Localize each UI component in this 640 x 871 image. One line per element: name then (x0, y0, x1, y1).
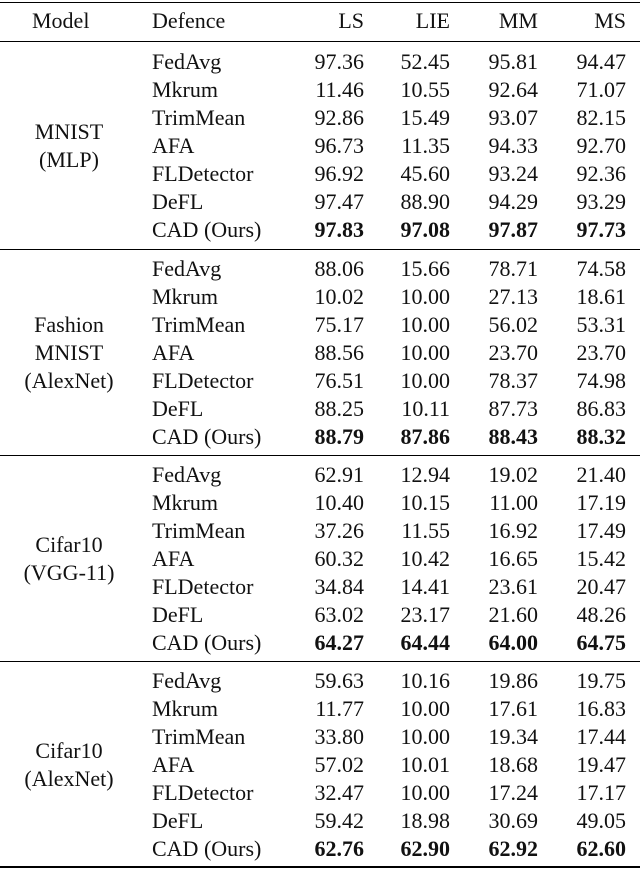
defence-cell: CAD (Ours) (152, 424, 262, 449)
mm-cell: 11.00 (489, 490, 538, 515)
lie-cell: 45.60 (400, 161, 450, 186)
lie-cell: 10.16 (400, 668, 450, 693)
header-defence: Defence (152, 8, 226, 33)
header-mm: MM (498, 8, 538, 33)
ms-cell: 53.31 (576, 312, 626, 337)
mm-cell: 64.00 (488, 630, 538, 655)
ms-cell: 97.73 (576, 217, 626, 242)
ms-cell: 48.26 (576, 602, 626, 627)
defence-cell: FLDetector (152, 780, 254, 805)
table-row-ours (0, 423, 640, 451)
lie-cell: 64.44 (400, 630, 450, 655)
defence-cell: FLDetector (152, 161, 254, 186)
ls-cell: 64.27 (314, 630, 364, 655)
ls-cell: 57.02 (314, 752, 364, 777)
lie-cell: 10.11 (401, 396, 450, 421)
mm-cell: 93.24 (488, 161, 538, 186)
lie-cell: 12.94 (400, 462, 450, 487)
group-rule (0, 661, 640, 662)
mm-cell: 95.81 (488, 49, 538, 74)
ms-cell: 92.70 (576, 133, 626, 158)
mm-cell: 23.70 (488, 340, 538, 365)
ls-cell: 62.76 (314, 836, 364, 861)
mm-cell: 94.33 (488, 133, 538, 158)
lie-cell: 62.90 (400, 836, 450, 861)
mm-cell: 16.65 (488, 546, 538, 571)
lie-cell: 11.35 (401, 133, 450, 158)
table-row (0, 311, 640, 339)
lie-cell: 52.45 (400, 49, 450, 74)
defence-cell: CAD (Ours) (152, 836, 262, 861)
defence-cell: DeFL (152, 602, 204, 627)
table-group-mnist-mlp (0, 48, 640, 244)
defence-cell: DeFL (152, 808, 204, 833)
defence-cell: FedAvg (152, 462, 222, 487)
ls-cell: 37.26 (314, 518, 364, 543)
ms-cell: 86.83 (576, 396, 626, 421)
mm-cell: 17.61 (488, 696, 538, 721)
table-row (0, 723, 640, 751)
lie-cell: 10.15 (400, 490, 450, 515)
model-label-line: Cifar10 (35, 738, 103, 763)
defence-cell: FedAvg (152, 668, 222, 693)
lie-cell: 88.90 (400, 189, 450, 214)
ms-cell: 21.40 (576, 462, 626, 487)
defence-cell: TrimMean (152, 312, 246, 337)
defence-cell: CAD (Ours) (152, 630, 262, 655)
ls-cell: 96.92 (314, 161, 364, 186)
ls-cell: 59.63 (314, 668, 364, 693)
defence-cell: Mkrum (152, 490, 218, 515)
ms-cell: 19.75 (576, 668, 626, 693)
table-row (0, 339, 640, 367)
mm-cell: 19.86 (488, 668, 538, 693)
header-ms: MS (594, 8, 626, 33)
ls-cell: 10.40 (314, 490, 364, 515)
table-row-ours (0, 835, 640, 863)
ls-cell: 97.47 (314, 189, 364, 214)
ms-cell: 23.70 (576, 340, 626, 365)
lie-cell: 10.00 (400, 780, 450, 805)
mm-cell: 17.24 (488, 780, 538, 805)
ms-cell: 16.83 (576, 696, 626, 721)
defence-cell: Mkrum (152, 284, 218, 309)
defence-cell: TrimMean (152, 518, 246, 543)
ls-cell: 96.73 (314, 133, 364, 158)
defence-cell: Mkrum (152, 696, 218, 721)
lie-cell: 18.98 (400, 808, 450, 833)
defence-cell: AFA (152, 752, 195, 777)
table-row (0, 255, 640, 283)
mm-cell: 23.61 (488, 574, 538, 599)
mm-cell: 62.92 (488, 836, 538, 861)
mm-cell: 87.73 (488, 396, 538, 421)
table-row (0, 188, 640, 216)
lie-cell: 87.86 (400, 424, 450, 449)
table-group-fashion-mnist-alexnet (0, 255, 640, 451)
table-row (0, 160, 640, 188)
header-ls: LS (338, 8, 364, 33)
ls-cell: 60.32 (314, 546, 364, 571)
mm-cell: 93.07 (488, 105, 538, 130)
header-model: Model (32, 8, 90, 33)
mm-cell: 78.71 (488, 256, 538, 281)
lie-cell: 14.41 (400, 574, 450, 599)
ls-cell: 62.91 (314, 462, 364, 487)
table-row (0, 573, 640, 601)
mm-cell: 30.69 (488, 808, 538, 833)
model-label-line: MNIST (34, 340, 104, 365)
table-group-cifar10-vgg11 (0, 461, 640, 657)
group-rule (0, 455, 640, 456)
table-row (0, 132, 640, 160)
ls-cell: 10.02 (314, 284, 364, 309)
defence-cell: FedAvg (152, 49, 222, 74)
ms-cell: 17.17 (576, 780, 626, 805)
ls-cell: 88.25 (314, 396, 364, 421)
lie-cell: 10.01 (400, 752, 450, 777)
lie-cell: 11.55 (401, 518, 450, 543)
table-row (0, 48, 640, 76)
ls-cell: 11.46 (315, 77, 364, 102)
ms-cell: 94.47 (576, 49, 626, 74)
ms-cell: 71.07 (576, 77, 626, 102)
table-row-ours (0, 629, 640, 657)
mm-cell: 56.02 (488, 312, 538, 337)
ms-cell: 18.61 (576, 284, 626, 309)
table-row (0, 545, 640, 573)
ls-cell: 11.77 (315, 696, 364, 721)
defence-cell: CAD (Ours) (152, 217, 262, 242)
table-group-cifar10-alexnet (0, 667, 640, 863)
header-lie: LIE (415, 8, 450, 33)
table-row (0, 807, 640, 835)
model-label-line: MNIST (34, 119, 104, 144)
defence-cell: AFA (152, 546, 195, 571)
lie-cell: 97.08 (400, 217, 450, 242)
ls-cell: 92.86 (314, 105, 364, 130)
table-row (0, 751, 640, 779)
mm-cell: 78.37 (488, 368, 538, 393)
ms-cell: 17.19 (576, 490, 626, 515)
ls-cell: 88.56 (314, 340, 364, 365)
ls-cell: 97.83 (314, 217, 364, 242)
ls-cell: 88.79 (314, 424, 364, 449)
lie-cell: 10.00 (400, 340, 450, 365)
lie-cell: 10.00 (400, 312, 450, 337)
ls-cell: 63.02 (314, 602, 364, 627)
table-row (0, 695, 640, 723)
mm-cell: 19.34 (488, 724, 538, 749)
table-row (0, 601, 640, 629)
table-row (0, 395, 640, 423)
ms-cell: 74.98 (576, 368, 626, 393)
ms-cell: 17.44 (576, 724, 626, 749)
mm-cell: 88.43 (488, 424, 538, 449)
defence-cell: TrimMean (152, 105, 246, 130)
ms-cell: 17.49 (576, 518, 626, 543)
ms-cell: 64.75 (576, 630, 626, 655)
ls-cell: 97.36 (314, 49, 364, 74)
top-rule (0, 2, 640, 3)
defence-cell: TrimMean (152, 724, 246, 749)
model-label-line: Cifar10 (35, 532, 103, 557)
model-label-line: (AlexNet) (24, 368, 114, 393)
lie-cell: 15.49 (400, 105, 450, 130)
ls-cell: 75.17 (314, 312, 364, 337)
table-row (0, 667, 640, 695)
mm-cell: 21.60 (488, 602, 538, 627)
mm-cell: 16.92 (488, 518, 538, 543)
defence-cell: FLDetector (152, 574, 254, 599)
defence-cell: FedAvg (152, 256, 222, 281)
lie-cell: 10.42 (400, 546, 450, 571)
ms-cell: 62.60 (576, 836, 626, 861)
mm-cell: 27.13 (488, 284, 538, 309)
ls-cell: 76.51 (314, 368, 364, 393)
ms-cell: 49.05 (576, 808, 626, 833)
lie-cell: 10.55 (400, 77, 450, 102)
mm-cell: 18.68 (488, 752, 538, 777)
table-row-ours (0, 216, 640, 244)
table-row (0, 517, 640, 545)
table-row (0, 367, 640, 395)
model-label-line: (MLP) (39, 147, 99, 172)
mm-cell: 19.02 (488, 462, 538, 487)
ms-cell: 15.42 (576, 546, 626, 571)
table-row (0, 461, 640, 489)
lie-cell: 10.00 (400, 696, 450, 721)
defence-cell: Mkrum (152, 77, 218, 102)
defence-cell: DeFL (152, 396, 204, 421)
lie-cell: 23.17 (400, 602, 450, 627)
table-row (0, 779, 640, 807)
ls-cell: 88.06 (314, 256, 364, 281)
bottom-rule (0, 866, 640, 868)
mm-cell: 94.29 (488, 189, 538, 214)
ms-cell: 88.32 (576, 424, 626, 449)
group-rule (0, 249, 640, 250)
ms-cell: 93.29 (576, 189, 626, 214)
ms-cell: 20.47 (576, 574, 626, 599)
table-row (0, 104, 640, 132)
ls-cell: 32.47 (314, 780, 364, 805)
table-row (0, 283, 640, 311)
mm-cell: 97.87 (488, 217, 538, 242)
ls-cell: 59.42 (314, 808, 364, 833)
header-rule (0, 41, 640, 42)
defence-cell: DeFL (152, 189, 204, 214)
lie-cell: 10.00 (400, 368, 450, 393)
lie-cell: 15.66 (400, 256, 450, 281)
ms-cell: 19.47 (576, 752, 626, 777)
defence-cell: AFA (152, 133, 195, 158)
model-label-line: Fashion (34, 312, 104, 337)
defence-cell: AFA (152, 340, 195, 365)
ls-cell: 33.80 (314, 724, 364, 749)
ms-cell: 92.36 (576, 161, 626, 186)
lie-cell: 10.00 (400, 284, 450, 309)
table-row (0, 76, 640, 104)
table-row (0, 489, 640, 517)
model-label-line: (VGG-11) (23, 560, 115, 585)
model-label-line: (AlexNet) (24, 766, 114, 791)
defence-cell: FLDetector (152, 368, 254, 393)
ms-cell: 74.58 (576, 256, 626, 281)
mm-cell: 92.64 (488, 77, 538, 102)
ms-cell: 82.15 (576, 105, 626, 130)
lie-cell: 10.00 (400, 724, 450, 749)
ls-cell: 34.84 (314, 574, 364, 599)
